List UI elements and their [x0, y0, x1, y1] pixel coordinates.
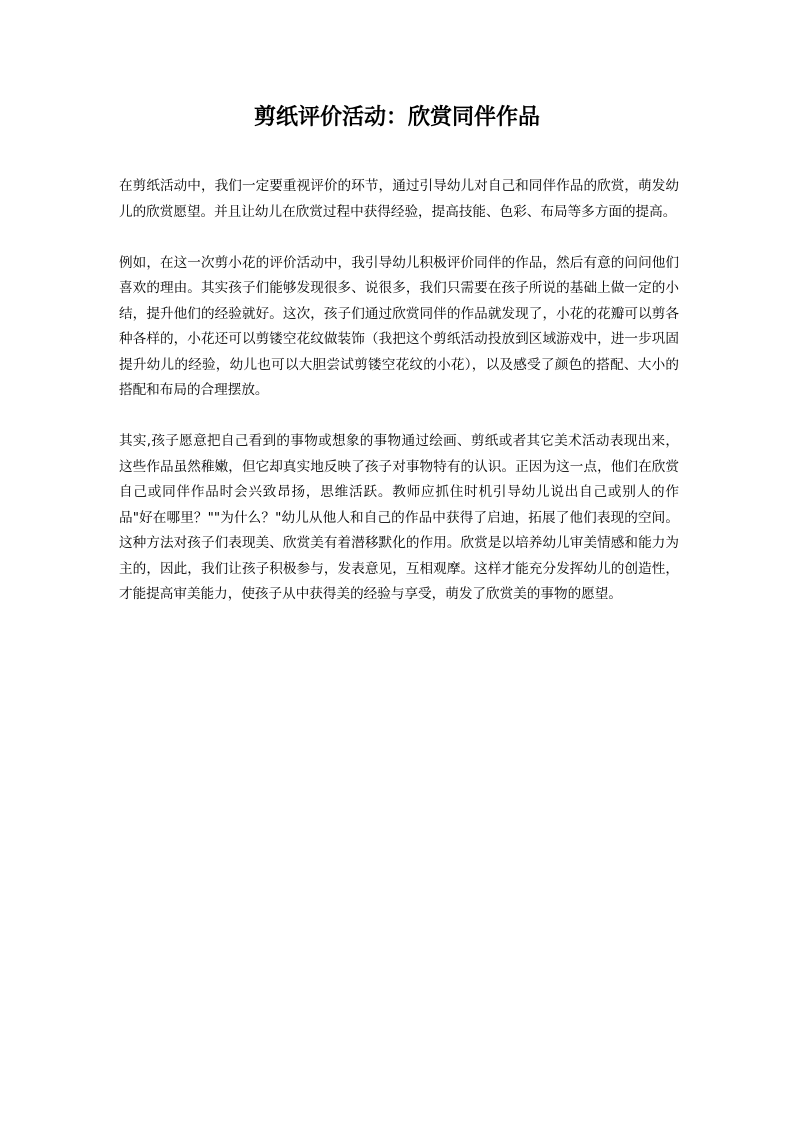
page-title: 剪纸评价活动：欣赏同伴作品	[253, 104, 540, 130]
document-body	[119, 174, 679, 633]
paragraph-intro: 在剪纸活动中，我们一定要重视评价的环节，通过引导幼儿对自己和同伴作品的欣赏，萌发幼儿的欣赏愿望。并且让幼儿在欣赏过程中获得经验，提高技能、色彩、布局等多方面的提高。	[119, 178, 679, 220]
paragraph-example: 例如，在这一次剪小花的评价活动中，我引导幼儿积极评价同伴的作品，然后有意的问问他们喜欢的理由。其实孩子们能够发现很多、说很多，我们只需要在孩子所说的基础上做一定的小结，提升他们的经验就好。这次，孩子们通过欣赏同伴的作品就发现了，小花的花瓣可以剪各种各样的，小花还可以剪镂空花纹做装饰（我把这个剪纸活动投放到区域游戏中，进一步巩固提升幼儿的经验，幼儿也可以大胆尝试剪镂空花纹的小花），以及感受了颜色的搭配、大小的搭配和布局的合理摆放。	[119, 254, 679, 398]
paragraph-conclusion: 其实,孩子愿意把自己看到的事物或想象的事物通过绘画、剪纸或者其它美术活动表现出来，这些作品虽然稚嫩，但它却真实地反映了孩子对事物特有的认识。正因为这一点，他们在欣赏自己或同伴作品时会兴致昂扬，思维活跃。教师应抓住时机引导幼儿说出自己或别人的作品"好在哪里？""为什么？"幼儿从他人和自己的作品中获得了启迪，拓展了他们表现的空间。这种方法对孩子们表现美、欣赏美有着潜移默化的作用。欣赏是以培养幼儿审美情感和能力为主的，因此，我们让孩子积极参与，发表意见，互相观摩。这样才能充分发挥幼儿的创造性，才能提高审美能力，使孩子从中获得美的经验与享受，萌发了欣赏美的事物的愿望。	[119, 433, 679, 602]
